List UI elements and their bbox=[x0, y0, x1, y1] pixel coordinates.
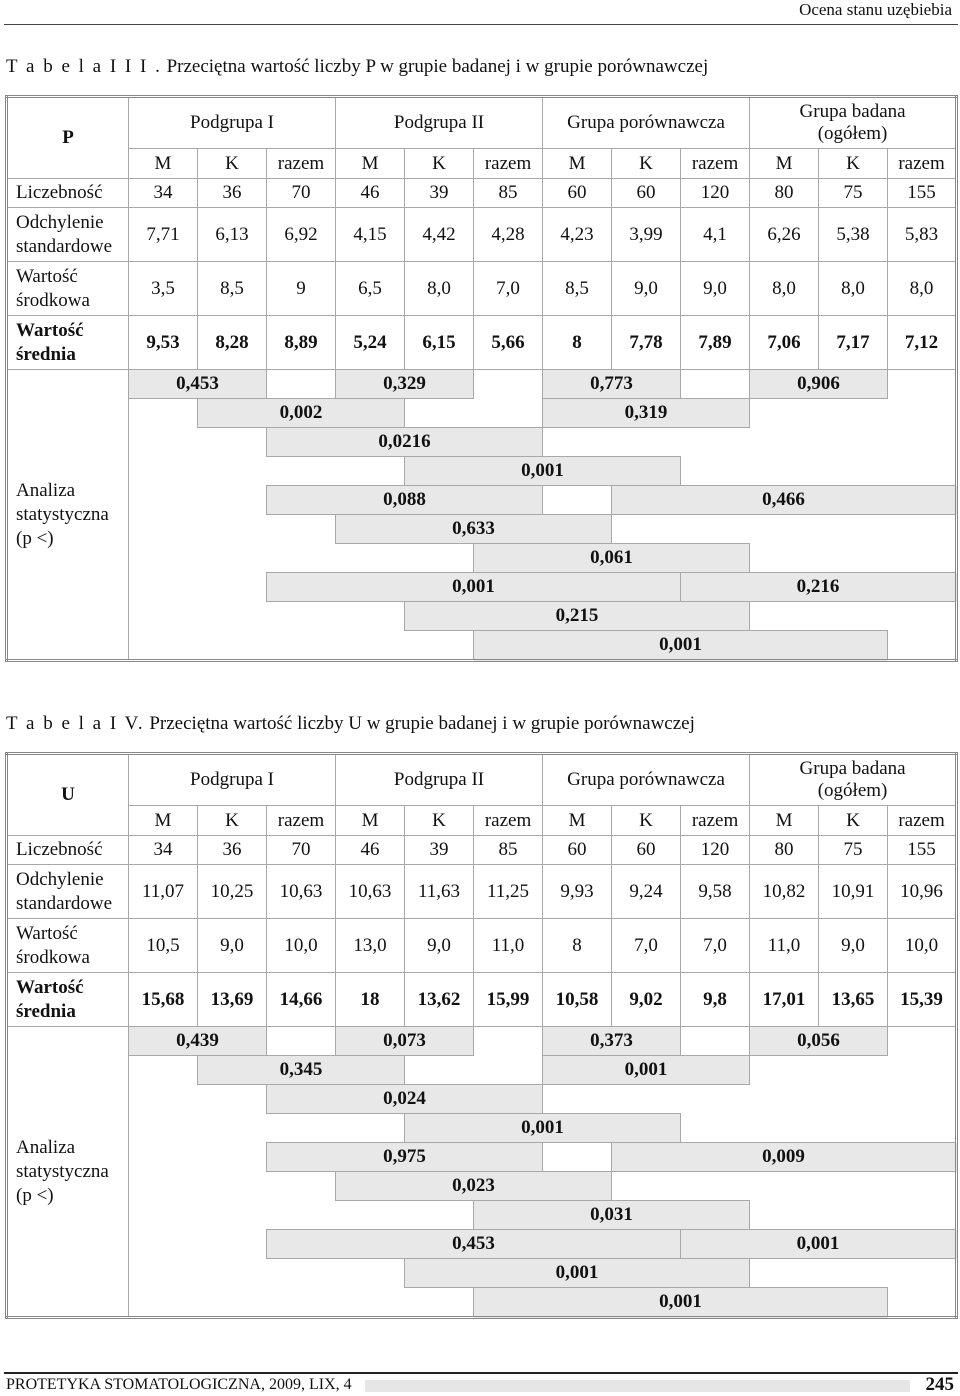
table-cell: 9,0 bbox=[819, 919, 888, 973]
analysis-row bbox=[7, 1114, 957, 1143]
table-cell: 10,0 bbox=[267, 919, 336, 973]
table-cell: 15,68 bbox=[129, 973, 198, 1027]
table-cell: 7,89 bbox=[681, 316, 750, 370]
analysis-row bbox=[7, 1143, 957, 1172]
p-value: 0,906 bbox=[750, 370, 888, 399]
table-cell: 10,63 bbox=[336, 865, 405, 919]
table-row bbox=[7, 865, 957, 919]
analysis-gap bbox=[129, 1056, 198, 1085]
analysis-gap bbox=[129, 399, 198, 428]
table-cell: 10,91 bbox=[819, 865, 888, 919]
table-row bbox=[7, 262, 957, 316]
analysis-gap bbox=[129, 428, 267, 457]
table-cell: 17,01 bbox=[750, 973, 819, 1027]
table-cell: 8,28 bbox=[198, 316, 267, 370]
table4-caption bbox=[6, 713, 695, 735]
analysis-gap bbox=[129, 1288, 474, 1318]
table-cell: 7,0 bbox=[681, 919, 750, 973]
analysis-row bbox=[7, 1201, 957, 1230]
table-cell: 60 bbox=[612, 179, 681, 208]
table-row bbox=[7, 179, 957, 208]
table-cell: 4,28 bbox=[474, 208, 543, 262]
table-cell: 46 bbox=[336, 836, 405, 865]
analysis-row bbox=[7, 544, 957, 573]
table-cell: 10,63 bbox=[267, 865, 336, 919]
table-cell: 9,0 bbox=[612, 262, 681, 316]
table-cell: 9,58 bbox=[681, 865, 750, 919]
p-value: 0,056 bbox=[750, 1027, 888, 1056]
table-cell: 8,0 bbox=[819, 262, 888, 316]
analysis-gap bbox=[129, 1085, 267, 1114]
analysis-row bbox=[7, 1230, 957, 1259]
p-value: 0,466 bbox=[612, 486, 957, 515]
p-value: 0,773 bbox=[543, 370, 681, 399]
table-row bbox=[7, 919, 957, 973]
analysis-gap bbox=[750, 1056, 957, 1085]
p-value: 0,373 bbox=[543, 1027, 681, 1056]
analysis-gap bbox=[129, 1114, 405, 1143]
page-number: 245 bbox=[925, 1374, 954, 1395]
p-value: 0,088 bbox=[267, 486, 543, 515]
table-cell: 8 bbox=[543, 316, 612, 370]
analysis-gap bbox=[129, 1259, 405, 1288]
table-cell: 10,58 bbox=[543, 973, 612, 1027]
table-cell: 5,24 bbox=[336, 316, 405, 370]
group-header: Grupa porównawcza bbox=[543, 754, 750, 806]
row-label: Liczebność bbox=[7, 179, 129, 208]
table-cell: 155 bbox=[888, 836, 957, 865]
subheader: M bbox=[543, 806, 612, 836]
analysis-row bbox=[7, 515, 957, 544]
subheader: M bbox=[129, 806, 198, 836]
table-cell: 120 bbox=[681, 179, 750, 208]
table-cell: 70 bbox=[267, 179, 336, 208]
table-cell: 9,0 bbox=[405, 919, 474, 973]
corner-label: P bbox=[7, 97, 129, 179]
table-cell: 11,0 bbox=[474, 919, 543, 973]
subheader: razem bbox=[267, 149, 336, 179]
table-cell: 60 bbox=[612, 836, 681, 865]
p-value: 0,633 bbox=[336, 515, 612, 544]
p-value: 0,001 bbox=[543, 1056, 750, 1085]
analysis-gap bbox=[681, 1114, 957, 1143]
table-cell: 75 bbox=[819, 179, 888, 208]
table-cell: 155 bbox=[888, 179, 957, 208]
p-value: 0,215 bbox=[405, 602, 750, 631]
table-cell: 6,5 bbox=[336, 262, 405, 316]
row-label: Liczebność bbox=[7, 836, 129, 865]
analysis-gap bbox=[129, 1230, 267, 1259]
group-header: Grupa porównawcza bbox=[543, 97, 750, 149]
table-cell: 5,83 bbox=[888, 208, 957, 262]
subheader: K bbox=[198, 149, 267, 179]
table-cell: 46 bbox=[336, 179, 405, 208]
table-cell: 18 bbox=[336, 973, 405, 1027]
subheader: razem bbox=[888, 149, 957, 179]
table-cell: 4,23 bbox=[543, 208, 612, 262]
subheader: razem bbox=[681, 806, 750, 836]
table-cell: 36 bbox=[198, 179, 267, 208]
analysis-row bbox=[7, 428, 957, 457]
p-value: 0,073 bbox=[336, 1027, 474, 1056]
table-cell: 9,24 bbox=[612, 865, 681, 919]
analysis-gap bbox=[888, 1027, 957, 1056]
table-cell: 9,0 bbox=[198, 919, 267, 973]
p-value: 0,001 bbox=[267, 573, 681, 602]
table-cell: 8,5 bbox=[543, 262, 612, 316]
table4 bbox=[5, 752, 958, 1319]
table-cell: 9,8 bbox=[681, 973, 750, 1027]
p-value: 0,009 bbox=[612, 1143, 957, 1172]
table-cell: 6,92 bbox=[267, 208, 336, 262]
subheader: M bbox=[750, 806, 819, 836]
analysis-row bbox=[7, 370, 957, 399]
table-cell: 5,38 bbox=[819, 208, 888, 262]
table-cell: 6,13 bbox=[198, 208, 267, 262]
analysis-gap bbox=[888, 631, 957, 661]
table-cell: 5,66 bbox=[474, 316, 543, 370]
table-cell: 8,0 bbox=[750, 262, 819, 316]
row-label: Odchylenie standardowe bbox=[7, 208, 129, 262]
journal-citation: PROTETYKA STOMATOLOGICZNA, 2009, LIX, 4 bbox=[6, 1376, 352, 1393]
table-cell: 13,65 bbox=[819, 973, 888, 1027]
subheader: M bbox=[129, 149, 198, 179]
table-cell: 6,26 bbox=[750, 208, 819, 262]
table-cell: 10,5 bbox=[129, 919, 198, 973]
analysis-gap bbox=[750, 602, 957, 631]
table-row bbox=[7, 973, 957, 1027]
table3-title: Przeciętna wartość liczby P w grupie badanej i w grupie porównawczej bbox=[166, 56, 709, 77]
table-cell: 80 bbox=[750, 179, 819, 208]
table-cell: 10,96 bbox=[888, 865, 957, 919]
analysis-row bbox=[7, 1027, 957, 1056]
analysis-gap bbox=[750, 544, 957, 573]
analysis-gap bbox=[750, 1259, 957, 1288]
table4-title: Przeciętna wartość liczby U w grupie badanej i w grupie porównawczej bbox=[149, 713, 695, 734]
subheader: razem bbox=[888, 806, 957, 836]
analysis-gap bbox=[267, 370, 336, 399]
subheader: K bbox=[405, 149, 474, 179]
p-value: 0,345 bbox=[198, 1056, 405, 1085]
p-value: 0,001 bbox=[405, 1114, 681, 1143]
table-cell: 9,53 bbox=[129, 316, 198, 370]
table-cell: 7,12 bbox=[888, 316, 957, 370]
table-cell: 85 bbox=[474, 179, 543, 208]
table-cell: 7,0 bbox=[474, 262, 543, 316]
table-cell: 85 bbox=[474, 836, 543, 865]
table-cell: 7,06 bbox=[750, 316, 819, 370]
table-cell: 7,71 bbox=[129, 208, 198, 262]
analysis-gap bbox=[681, 370, 750, 399]
subheader: M bbox=[543, 149, 612, 179]
analysis-gap bbox=[750, 399, 957, 428]
analysis-label: Analiza statystyczna (p <) bbox=[7, 1027, 129, 1318]
subheader: razem bbox=[474, 149, 543, 179]
analysis-gap bbox=[543, 486, 612, 515]
table-cell: 10,0 bbox=[888, 919, 957, 973]
row-label: Wartość średnia bbox=[7, 316, 129, 370]
table-row bbox=[7, 836, 957, 865]
p-value: 0,319 bbox=[543, 399, 750, 428]
subheader: razem bbox=[474, 806, 543, 836]
subheader: M bbox=[336, 806, 405, 836]
subheader: razem bbox=[267, 806, 336, 836]
p-value: 0,023 bbox=[336, 1172, 612, 1201]
group-header: Grupa badana (ogółem) bbox=[750, 754, 957, 806]
table-cell: 39 bbox=[405, 179, 474, 208]
row-label: Wartość średnia bbox=[7, 973, 129, 1027]
analysis-gap bbox=[129, 1201, 474, 1230]
table-cell: 6,15 bbox=[405, 316, 474, 370]
analysis-gap bbox=[888, 370, 957, 399]
analysis-label: Analiza statystyczna (p <) bbox=[7, 370, 129, 661]
analysis-gap bbox=[129, 457, 405, 486]
table-row bbox=[7, 208, 957, 262]
analysis-gap bbox=[543, 1085, 957, 1114]
table-cell: 120 bbox=[681, 836, 750, 865]
p-value: 0,001 bbox=[405, 1259, 750, 1288]
p-value: 0,329 bbox=[336, 370, 474, 399]
analysis-row bbox=[7, 1085, 957, 1114]
table3-label: T a b e l a I I I . bbox=[6, 56, 162, 77]
table-cell: 39 bbox=[405, 836, 474, 865]
table-cell: 3,99 bbox=[612, 208, 681, 262]
table-cell: 75 bbox=[819, 836, 888, 865]
analysis-gap bbox=[474, 370, 543, 399]
p-value: 0,024 bbox=[267, 1085, 543, 1114]
footer-rule bbox=[4, 1372, 958, 1374]
footer-bar bbox=[365, 1380, 910, 1392]
analysis-gap bbox=[129, 1143, 267, 1172]
table-cell: 9 bbox=[267, 262, 336, 316]
analysis-gap bbox=[129, 602, 405, 631]
p-value: 0,001 bbox=[474, 1288, 888, 1318]
group-header: Podgrupa I bbox=[129, 97, 336, 149]
analysis-row bbox=[7, 1259, 957, 1288]
subheader: K bbox=[405, 806, 474, 836]
analysis-row bbox=[7, 457, 957, 486]
analysis-gap bbox=[543, 428, 957, 457]
table-cell: 11,07 bbox=[129, 865, 198, 919]
table-cell: 34 bbox=[129, 179, 198, 208]
table-cell: 13,62 bbox=[405, 973, 474, 1027]
p-value: 0,001 bbox=[681, 1230, 957, 1259]
table-cell: 11,25 bbox=[474, 865, 543, 919]
table-cell: 4,42 bbox=[405, 208, 474, 262]
analysis-row bbox=[7, 602, 957, 631]
analysis-gap bbox=[405, 1056, 543, 1085]
p-value: 0,453 bbox=[129, 370, 267, 399]
group-header: Podgrupa I bbox=[129, 754, 336, 806]
analysis-row bbox=[7, 399, 957, 428]
table-cell: 9,93 bbox=[543, 865, 612, 919]
subheader: M bbox=[336, 149, 405, 179]
analysis-row bbox=[7, 1288, 957, 1318]
subheader: K bbox=[819, 149, 888, 179]
analysis-row bbox=[7, 1056, 957, 1085]
analysis-gap bbox=[129, 1172, 336, 1201]
analysis-gap bbox=[474, 1027, 543, 1056]
corner-label: U bbox=[7, 754, 129, 836]
table-cell: 8,0 bbox=[888, 262, 957, 316]
analysis-gap bbox=[750, 1201, 957, 1230]
p-value: 0,061 bbox=[474, 544, 750, 573]
table-cell: 34 bbox=[129, 836, 198, 865]
analysis-gap bbox=[681, 457, 957, 486]
table-cell: 9,02 bbox=[612, 973, 681, 1027]
table3 bbox=[5, 95, 958, 662]
p-value: 0,031 bbox=[474, 1201, 750, 1230]
table-cell: 36 bbox=[198, 836, 267, 865]
p-value: 0,216 bbox=[681, 573, 957, 602]
analysis-gap bbox=[267, 1027, 336, 1056]
table-cell: 8,5 bbox=[198, 262, 267, 316]
subheader: K bbox=[612, 806, 681, 836]
table-cell: 9,0 bbox=[681, 262, 750, 316]
table-cell: 3,5 bbox=[129, 262, 198, 316]
subheader: K bbox=[198, 806, 267, 836]
table-cell: 11,0 bbox=[750, 919, 819, 973]
table-cell: 8,89 bbox=[267, 316, 336, 370]
analysis-gap bbox=[543, 1143, 612, 1172]
analysis-gap bbox=[681, 1027, 750, 1056]
table-cell: 4,1 bbox=[681, 208, 750, 262]
table-cell: 4,15 bbox=[336, 208, 405, 262]
table-cell: 7,17 bbox=[819, 316, 888, 370]
analysis-gap bbox=[612, 515, 957, 544]
table-cell: 10,25 bbox=[198, 865, 267, 919]
table-cell: 13,0 bbox=[336, 919, 405, 973]
table3-caption bbox=[6, 56, 708, 78]
analysis-row bbox=[7, 631, 957, 661]
group-header: Podgrupa II bbox=[336, 754, 543, 806]
table-cell: 80 bbox=[750, 836, 819, 865]
row-label: Odchylenie standardowe bbox=[7, 865, 129, 919]
analysis-gap bbox=[612, 1172, 957, 1201]
p-value: 0,453 bbox=[267, 1230, 681, 1259]
table4-label: T a b e l a I V. bbox=[6, 713, 145, 734]
p-value: 0,001 bbox=[405, 457, 681, 486]
analysis-gap bbox=[405, 399, 543, 428]
analysis-row bbox=[7, 486, 957, 515]
p-value: 0,439 bbox=[129, 1027, 267, 1056]
table-cell: 11,63 bbox=[405, 865, 474, 919]
table-cell: 15,39 bbox=[888, 973, 957, 1027]
subheader: K bbox=[612, 149, 681, 179]
analysis-gap bbox=[129, 631, 474, 661]
table-cell: 70 bbox=[267, 836, 336, 865]
running-head: Ocena stanu uzębiebia bbox=[799, 0, 952, 19]
analysis-row bbox=[7, 1172, 957, 1201]
table-cell: 10,82 bbox=[750, 865, 819, 919]
table-row bbox=[7, 316, 957, 370]
table-cell: 7,78 bbox=[612, 316, 681, 370]
subheader: K bbox=[819, 806, 888, 836]
analysis-gap bbox=[129, 515, 336, 544]
analysis-gap bbox=[129, 486, 267, 515]
p-value: 0,001 bbox=[474, 631, 888, 661]
table-cell: 15,99 bbox=[474, 973, 543, 1027]
analysis-gap bbox=[129, 573, 267, 602]
analysis-row bbox=[7, 573, 957, 602]
table-cell: 60 bbox=[543, 179, 612, 208]
group-header: Podgrupa II bbox=[336, 97, 543, 149]
subheader: M bbox=[750, 149, 819, 179]
subheader: razem bbox=[681, 149, 750, 179]
table-cell: 8,0 bbox=[405, 262, 474, 316]
table-cell: 60 bbox=[543, 836, 612, 865]
table-cell: 14,66 bbox=[267, 973, 336, 1027]
row-label: Wartość środkowa bbox=[7, 919, 129, 973]
group-header: Grupa badana (ogółem) bbox=[750, 97, 957, 149]
table-cell: 7,0 bbox=[612, 919, 681, 973]
table-cell: 13,69 bbox=[198, 973, 267, 1027]
p-value: 0,002 bbox=[198, 399, 405, 428]
p-value: 0,0216 bbox=[267, 428, 543, 457]
analysis-gap bbox=[129, 544, 474, 573]
table-cell: 8 bbox=[543, 919, 612, 973]
analysis-gap bbox=[888, 1288, 957, 1318]
p-value: 0,975 bbox=[267, 1143, 543, 1172]
header-rule bbox=[4, 24, 958, 25]
row-label: Wartość środkowa bbox=[7, 262, 129, 316]
